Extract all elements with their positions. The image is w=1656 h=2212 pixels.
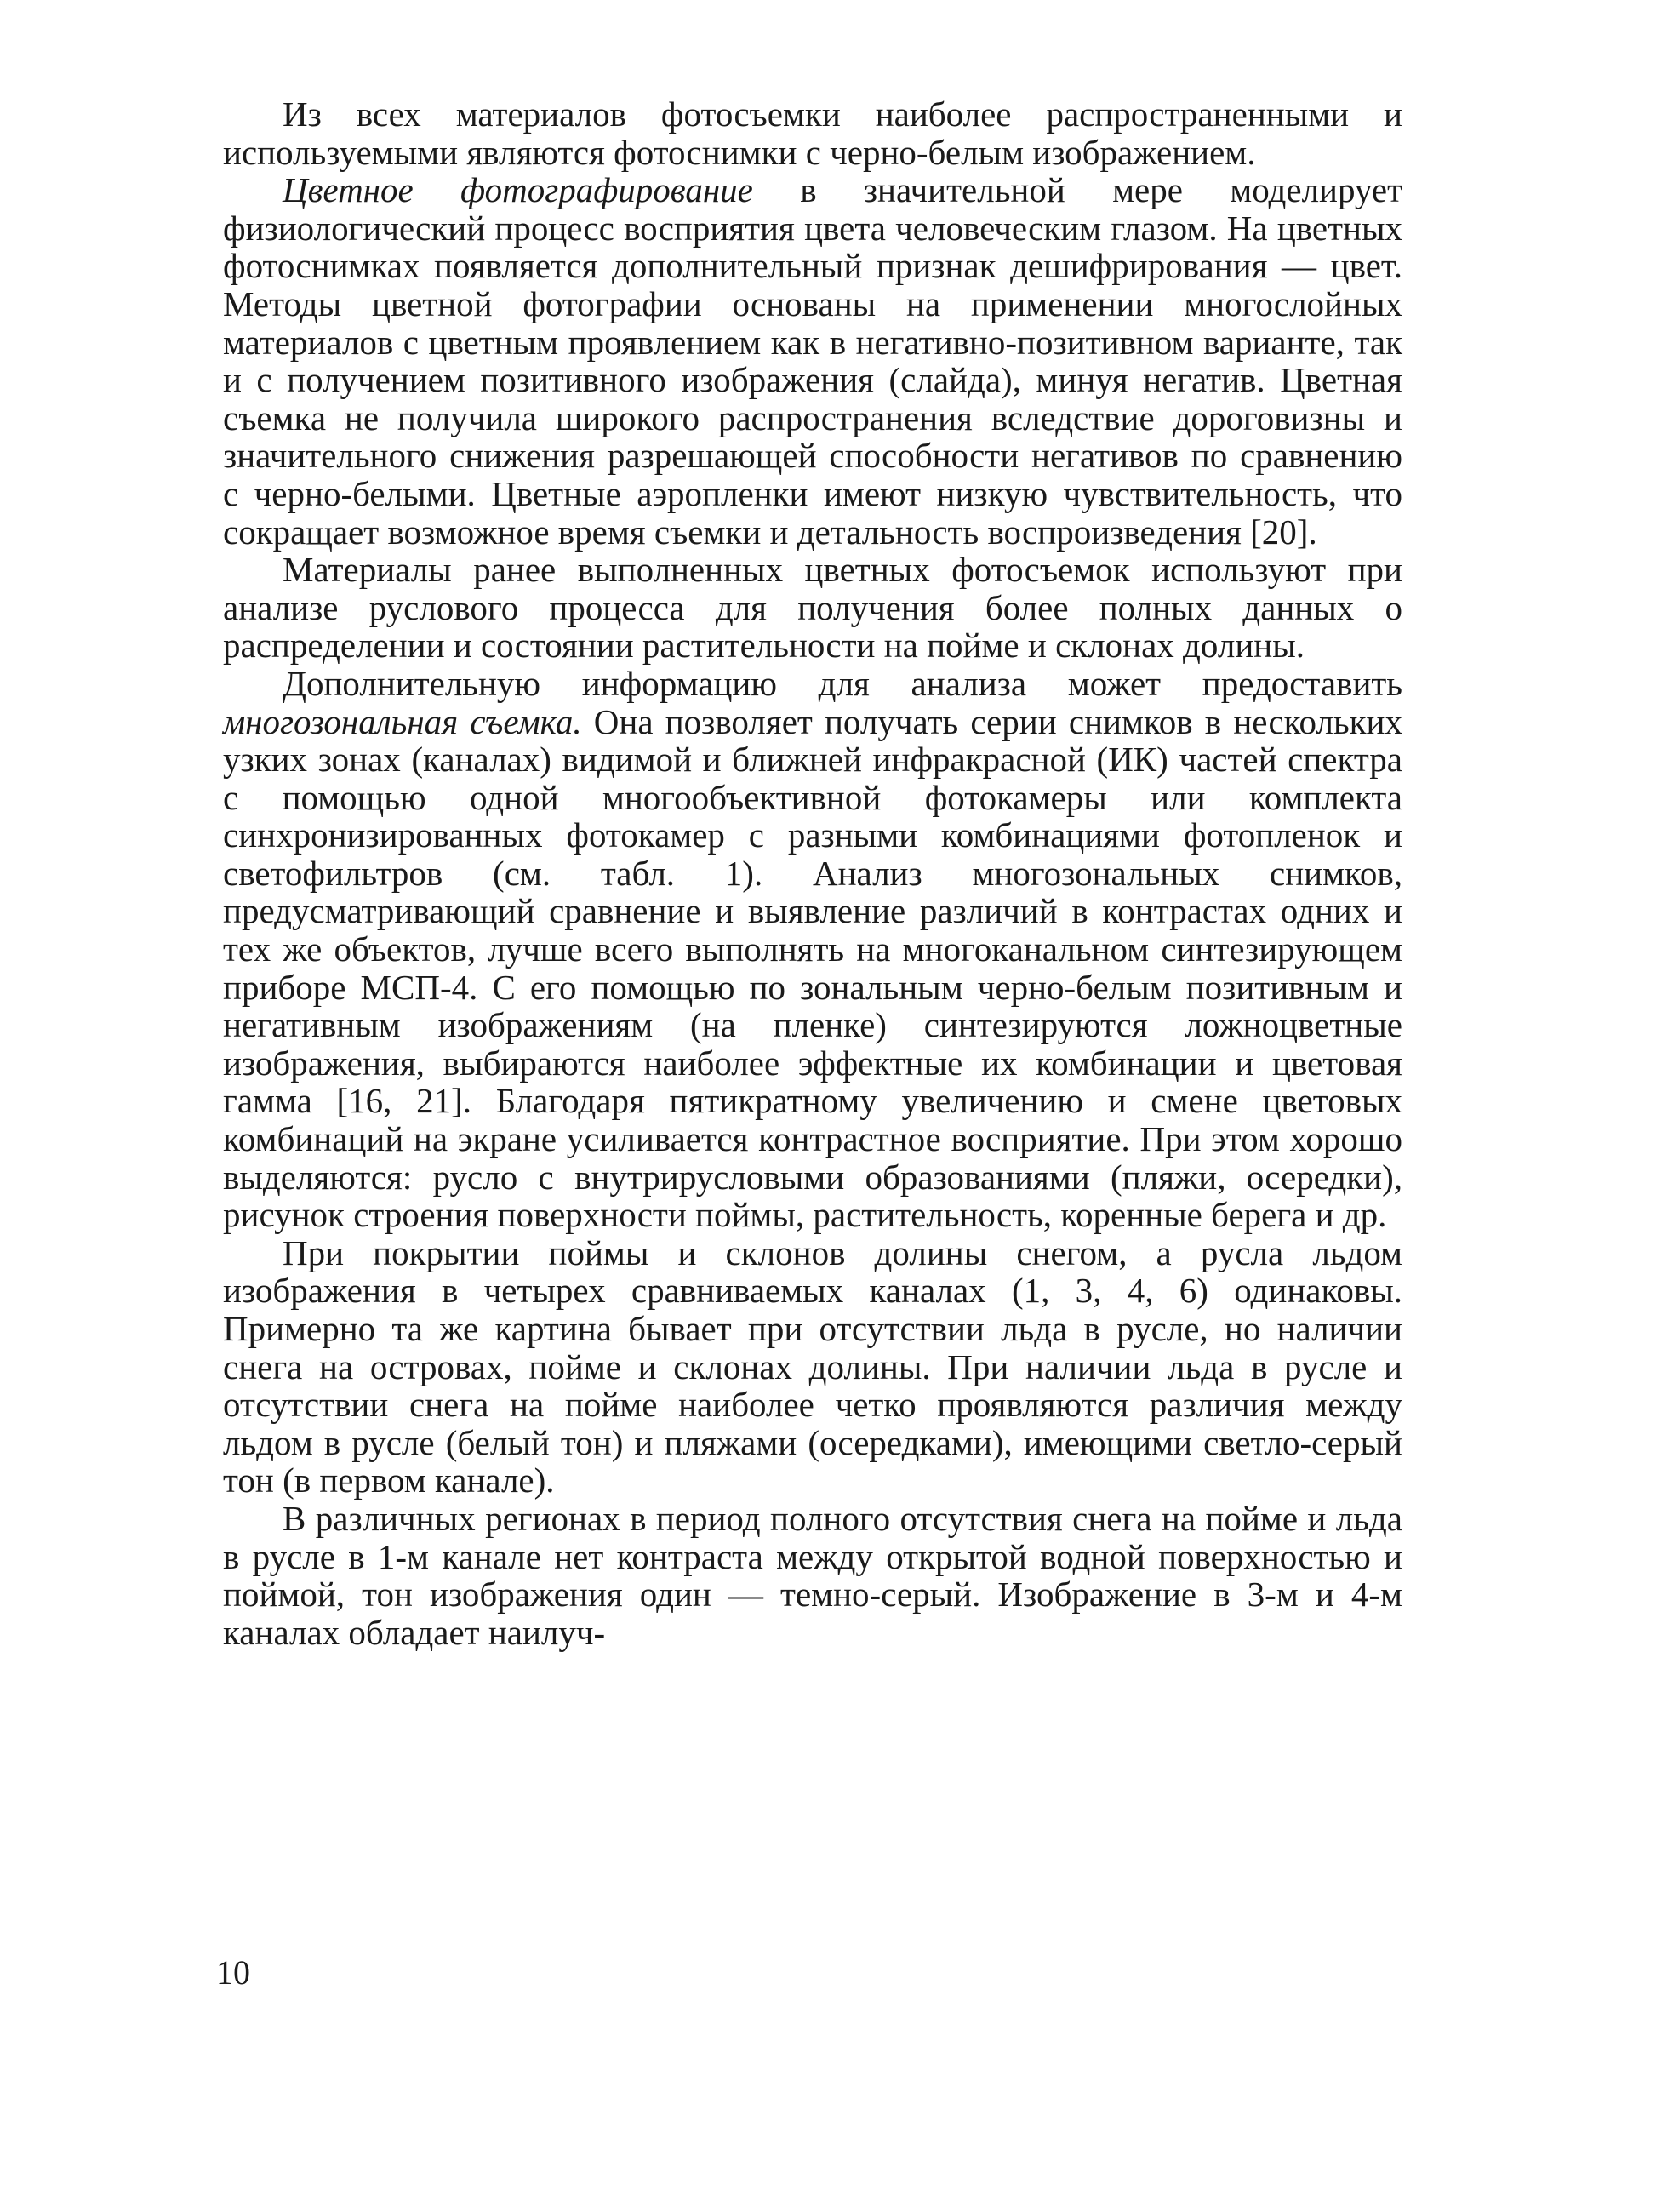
paragraph-3-text: Материалы ранее выполненных цветных фотосъемок используют при анализе руслового процесса для получения более полных данных о распределении и состоянии растительности на пойме и склонах долины. — [223, 550, 1402, 666]
paragraph-1 — [223, 95, 1402, 171]
paragraph-4 — [223, 665, 1402, 1234]
paragraph-1-text: Из всех материалов фотосъемки наиболее распространенными и используемыми являются фотоснимки с черно-белым изображением. — [223, 94, 1402, 172]
paragraph-2-text: в значительной мере моделирует физиологический процесс восприятия цвета человеческим глазом. На цветных фотоснимках появляется дополнительный признак дешифрирования — цвет. Методы цветной фотографии основаны на применении многослойных материалов с цветным проявлением как в негативно-позитивном варианте, так и с получением позитивного изображения (слайда), минуя негатив. Цветная съемка не получила широкого распространения вследствие дороговизны и значительного снижения разрешающей способности негативов по сравнению с черно-белыми. Цветные аэропленки имеют низкую чувствительность, что сокращает возможное время съемки и детальность воспроизведения [20]. — [223, 170, 1403, 552]
paragraph-4-text-a: Дополнительную информацию для анализа может предоставить — [283, 663, 1402, 703]
body-text — [223, 95, 1402, 1651]
paragraph-6-text: В различных регионах в период полного отсутствия снега на пойме и льда в русле в 1-м канале нет контраста между открытой водной поверхностью и поймой, тон изображения один — темно-серый. Изображение в 3-м и 4-м каналах обладает наилуч- — [223, 1498, 1402, 1652]
paragraph-3 — [223, 551, 1402, 665]
paragraph-4-text-b: Она позволяет получать серии снимков в нескольких узких зонах (каналах) видимой и ближней инфракрасной (ИК) частей спектра с помощью одной многообъективной фотокамеры или комплекта синхронизированных фотокамер с разными комбинациями фотопленок и светофильтров (см. табл. 1). Анализ многозональных снимков, предусматривающий сравнение и выявление различий в контрастах одних и тех же объектов, лучше всего выполнять на многоканальном синтезирующем приборе МСП-4. С его помощью по зональным черно-белым позитивным и негативным изображениям (на пленке) синтезируются ложноцветные изображения, выбираются наиболее эффектные их комбинации и цветовая гамма [16, 21]. Благодаря пятикратному увеличению и смене цветовых комбинаций на экране усиливается контрастное восприятие. При этом хорошо выделяются: русло с внутрирусловыми образованиями (пляжи, осередки), рисунок строения поверхности поймы, растительность, коренные берега и др. — [223, 701, 1403, 1235]
term-color-photography: Цветное фотографирование — [283, 170, 753, 210]
paragraph-2 — [223, 171, 1402, 551]
paragraph-5 — [223, 1234, 1402, 1500]
page-number: 10 — [216, 1953, 250, 1992]
paragraph-5-text: При покрытии поймы и склонов долины снегом, а русла льдом изображения в четырех сравниваемых каналах (1, 3, 4, 6) одинаковы. Примерно та же картина бывает при отсутствии льда в русле, но наличии снега на островах, пойме и склонах долины. При наличии льда в русле и отсутствии снега на пойме наиболее четко проявляются различия между льдом в русле (белый тон) и пляжами (осередками), имеющими светло-серый тон (в первом канале). — [223, 1232, 1402, 1500]
term-multizonal-survey: многозональная съемка. — [223, 701, 582, 741]
paragraph-6 — [223, 1500, 1402, 1651]
